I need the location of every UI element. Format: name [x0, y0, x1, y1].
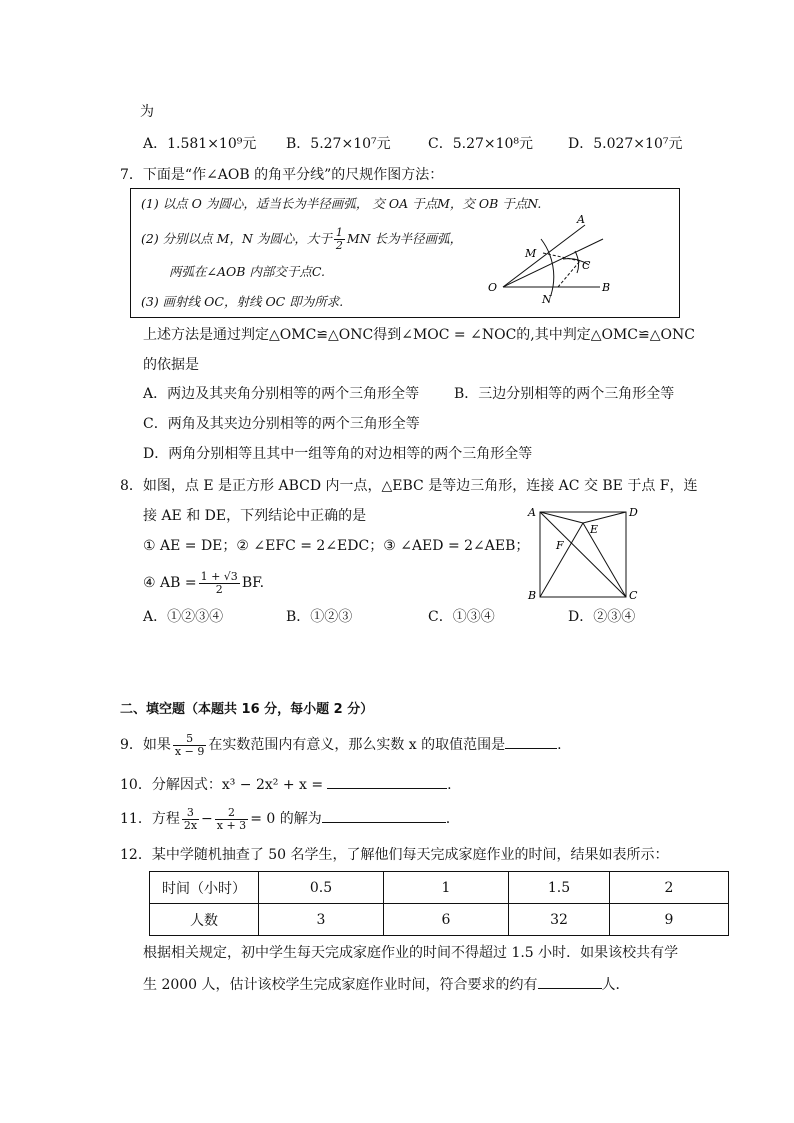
- q8-stem-2: 接 AE 和 DE，下列结论中正确的是: [143, 508, 367, 524]
- q7-label-B: B: [602, 281, 611, 294]
- q8-conclusion-4: ④ AB = $\frac{1 + √3}{2}$ BF.: [143, 569, 265, 596]
- q8-option-a: A．①②③④: [143, 609, 224, 625]
- table-cell: 时间（小时）: [150, 872, 259, 904]
- q6-option-a: A．1.581×10⁹元: [143, 136, 257, 152]
- q7-construction-box: [130, 188, 680, 318]
- q8-label-C: C: [629, 589, 638, 602]
- q7-stem: 7．下面是“作∠AOB 的角平分线”的尺规作图方法：: [120, 167, 444, 183]
- q8-stem-1: 8．如图，点 E 是正方形 ABCD 内一点，△EBC 是等边三角形，连接 AC 交 BE 于点 F，连: [120, 478, 698, 494]
- q10-answer-blank[interactable]: [327, 774, 447, 789]
- q8-label-B: B: [528, 589, 537, 602]
- q11-fraction-1: $\frac{3}{2x}$: [183, 805, 198, 832]
- table-cell: 1: [384, 872, 509, 904]
- table-cell: 人数: [150, 904, 259, 936]
- table-cell: 9: [610, 904, 729, 936]
- q7-step-2: (2) 分别以点 M，N 为圆心，大于 $\frac{1}{2}$ MN 长为半径画弧，: [141, 226, 463, 252]
- q6-option-b: B．5.27×10⁷元: [286, 136, 391, 152]
- q7-label-M: M: [525, 247, 537, 260]
- q8-square-figure: [522, 503, 642, 603]
- q11-answer-blank[interactable]: [322, 808, 446, 823]
- q7-angle-bisector-figure: [485, 211, 635, 311]
- q7-option-d: D．两角分别相等且其中一组等角的对边相等的两个三角形全等: [143, 446, 533, 462]
- q8-label-F: F: [556, 539, 564, 552]
- q8-option-c: C．①③④: [428, 609, 495, 625]
- q6-continuation: 为: [140, 104, 154, 120]
- q8-conclusions: ① AE = DE；② ∠EFC = 2∠EDC；③ ∠AED = 2∠AEB；: [143, 538, 530, 554]
- q12-stem: 12．某中学随机抽查了 50 名学生，了解他们每天完成家庭作业的时间，结果如表所示：: [120, 847, 669, 863]
- table-cell: 6: [384, 904, 509, 936]
- q8-fraction: $\frac{1 + √3}{2}$: [200, 569, 238, 596]
- q8-option-d: D．②③④: [568, 609, 636, 625]
- q7-step-1: (1) 以点 O 为圆心，适当长为半径画弧， 交 OA 于点M，交 OB 于点N.: [141, 196, 542, 211]
- q9-answer-blank[interactable]: [505, 734, 557, 749]
- q7-description: 上述方法是通过判定△OMC≌△ONC得到∠MOC = ∠NOC的,其中判定△OMC≌△ONC: [143, 327, 695, 343]
- table-row: [150, 904, 729, 936]
- q8-label-E: E: [590, 523, 599, 536]
- q6-option-c: C．5.27×10⁸元: [428, 136, 534, 152]
- q9: 9．如果 $\frac{5}{x - 9}$ 在实数范围内有意义，那么实数 x 的取值范围是 .: [120, 731, 562, 758]
- q7-option-c: C．两角及其夹边分别相等的两个三角形全等: [143, 416, 420, 432]
- q7-option-a: A．两边及其夹角分别相等的两个三角形全等: [143, 386, 420, 402]
- q6-option-d: D．5.027×10⁷元: [568, 136, 683, 152]
- table-cell: 1.5: [509, 872, 610, 904]
- q12-paragraph-2: 生 2000 人，估计该校学生完成家庭作业时间，符合要求的约有 人．: [143, 974, 630, 995]
- q7-description-2: 的依据是: [143, 357, 199, 373]
- q7-fraction: $\frac{1}{2}$: [335, 226, 343, 252]
- q10: 10．分解因式：x³ − 2x² + x = .: [120, 774, 452, 795]
- q9-fraction: $\frac{5}{x - 9}$: [174, 731, 205, 758]
- q11-fraction-2: $\frac{2}{x + 3}$: [216, 805, 247, 832]
- q7-step-3: (3) 画射线 OC，射线 OC 即为所求.: [141, 294, 344, 309]
- q7-label-N: N: [542, 293, 552, 306]
- q12-table: [149, 871, 729, 936]
- table-cell: 0.5: [259, 872, 384, 904]
- table-cell: 32: [509, 904, 610, 936]
- q7-label-C: C: [582, 259, 591, 272]
- section-2-title: 二、填空题（本题共 16 分，每小题 2 分）: [120, 702, 374, 717]
- q12-answer-blank[interactable]: [538, 974, 602, 989]
- q7-label-A: A: [577, 213, 585, 226]
- q8-option-b: B．①②③: [286, 609, 353, 625]
- q7-step-2-line2: 两弧在∠AOB 内部交于点C.: [169, 264, 326, 279]
- q11: 11．方程 $\frac{3}{2x}$ − $\frac{2}{x + 3}$ = 0 的解为 .: [120, 805, 451, 832]
- q8-label-D: D: [629, 506, 638, 519]
- q12-paragraph-1: 根据相关规定，初中学生每天完成家庭作业的时间不得超过 1.5 小时．如果该校共有学: [143, 945, 679, 961]
- q7-label-O: O: [488, 281, 498, 294]
- q8-label-A: A: [528, 506, 536, 519]
- table-cell: 2: [610, 872, 729, 904]
- q7-option-b: B．三边分别相等的两个三角形全等: [454, 386, 675, 402]
- table-cell: 3: [259, 904, 384, 936]
- table-row: [150, 872, 729, 904]
